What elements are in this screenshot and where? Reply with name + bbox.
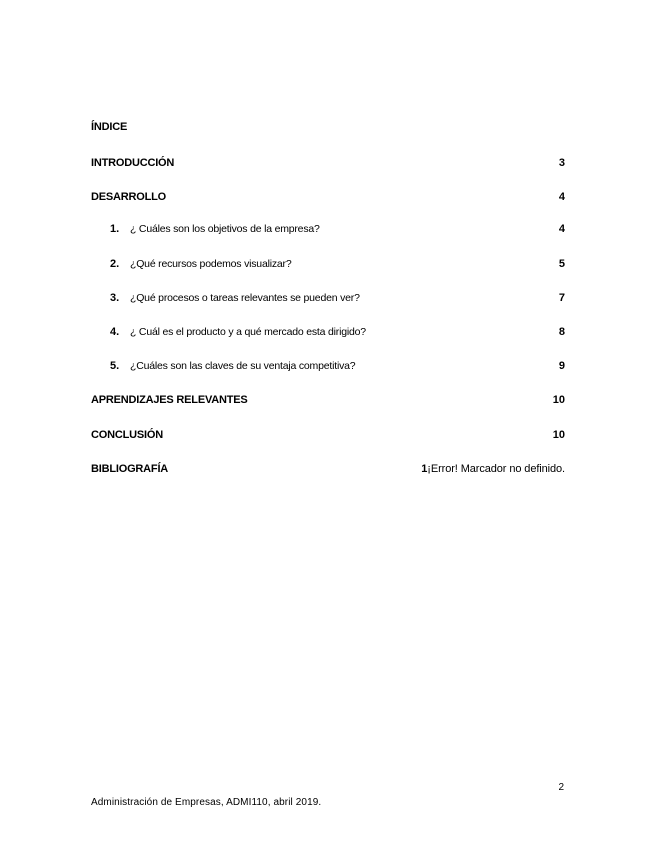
toc-entry-label: DESARROLLO [91,191,167,203]
toc-subentry-page: 7 [558,292,565,304]
toc-subentry-5[interactable] [91,358,565,374]
toc-subentry-1[interactable] [91,221,565,237]
toc-heading: ÍNDICE [91,121,128,133]
toc-subentry-label: ¿ Cuáles son los objetivos de la empresa? [130,223,320,235]
toc-subentry-number: 1. [110,223,120,235]
toc-entry-label: CONCLUSIÓN [91,429,163,441]
toc-entry-label: APRENDIZAJES RELEVANTES [91,394,248,406]
toc-entry-label: INTRODUCCIÓN [91,157,175,169]
toc-subentry-page: 8 [558,326,565,338]
toc-entry-page: 10 [552,394,565,406]
toc-entry-page: 10 [552,429,565,441]
toc-subentry-label: ¿Cuáles son las claves de su ventaja competitiva? [130,360,356,372]
toc-subentry-page: 9 [558,360,565,372]
toc-subentry-label: ¿ Cuál es el producto y a qué mercado esta dirigido? [130,326,366,338]
toc-entry-desarrollo[interactable] [91,189,565,205]
toc-subentry-number: 4. [110,326,120,338]
toc-entry-page: 4 [558,191,565,203]
toc-entry-introduccion[interactable] [91,155,565,171]
toc-entry-page-error [421,461,565,477]
toc-entry-conclusion[interactable] [91,427,565,443]
toc-subentry-label: ¿Qué recursos podemos visualizar? [130,258,292,270]
toc-entry-page: 1 [421,463,428,475]
toc-subentry-number: 3. [110,292,120,304]
toc-subentry-number: 5. [110,360,120,372]
toc-entry-bibliografia[interactable] [91,461,565,477]
toc-subentry-number: 2. [110,258,120,270]
toc-subentry-2[interactable] [91,256,565,272]
page-footer: Administración de Empresas, ADMI110, abril 2019. [91,797,322,808]
toc-entry-page: 3 [558,157,565,169]
page-number: 2 [558,782,564,793]
toc-subentry-3[interactable] [91,290,565,306]
toc-subentry-page: 4 [558,223,565,235]
toc-entry-label: BIBLIOGRAFÍA [91,463,169,475]
toc-entry-aprendizajes[interactable] [91,392,565,408]
toc-subentry-4[interactable] [91,324,565,340]
toc-subentry-page: 5 [558,258,565,270]
bookmark-error-text: ¡Error! Marcador no definido. [427,463,565,475]
toc-subentry-label: ¿Qué procesos o tareas relevantes se pueden ver? [130,292,360,304]
